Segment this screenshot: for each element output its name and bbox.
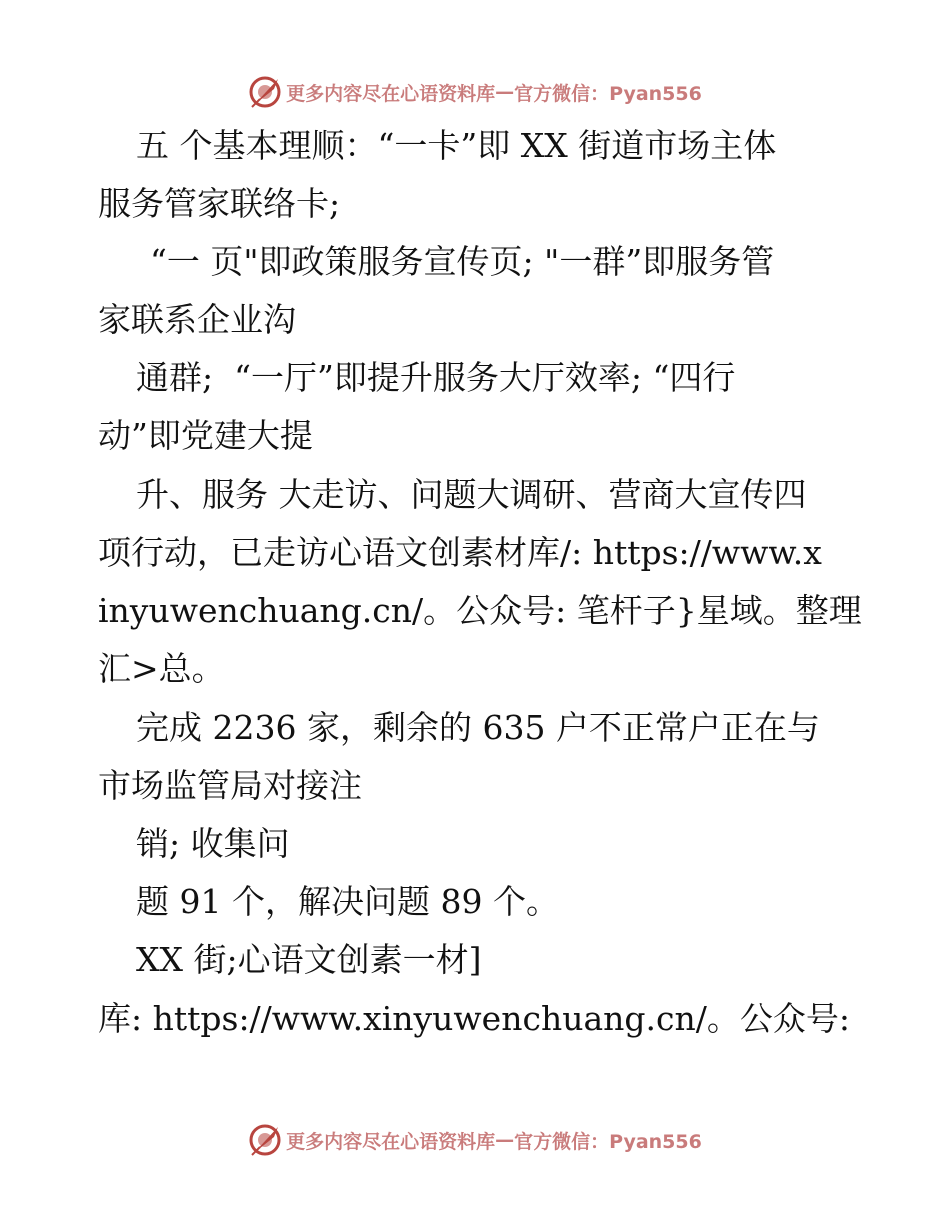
header-dash: — [495, 81, 515, 103]
text-line: 销; 收集问 [136, 824, 290, 863]
text-line: 升、服务 大走访、问题大调研、营商大宣传四 [136, 475, 807, 514]
text-line: 汇>总。 [98, 649, 225, 688]
text-line: 题 91 个，解决问题 89 个。 [136, 882, 559, 921]
text-line: inyuwenchuang.cn/。公众号: 笔杆子}星域。整理 [98, 591, 862, 630]
text-line: 家联系企业沟 [98, 300, 296, 339]
text-line: 库: https://www.xinyuwenchuang.cn/。公众号: [98, 999, 850, 1038]
text-line: 动”即党建大提 [98, 416, 313, 455]
text-line: “一 页"即政策服务宣传页; "一群”即服务管 [150, 242, 775, 281]
header-watermark-banner [0, 72, 950, 112]
quill-logo-icon [248, 1123, 282, 1157]
text-line: 服务管家联络卡; [98, 184, 341, 223]
quill-logo-icon [248, 75, 282, 109]
footer-watermark-banner [0, 1120, 950, 1160]
text-line: 五 个基本理顺：“一卡”即 XX 街道市场主体 [136, 126, 777, 165]
footer-dash: — [495, 1129, 515, 1151]
header-site-text: 更多内容尽在心语资料库 [286, 82, 496, 105]
text-line: XX 街;心语文创素一材] [136, 940, 482, 979]
text-line: 通群; “一厅”即提升服务大厅效率; “四行 [136, 358, 736, 397]
header-wechat-text: 官方微信：Pyan556 [514, 82, 702, 105]
footer-site-text: 更多内容尽在心语资料库 [286, 1130, 496, 1153]
text-line: 市场监管局对接注 [98, 766, 362, 805]
text-line: 完成 2236 家，剩余的 635 户不正常户正在与 [136, 708, 820, 747]
text-line: 项行动，已走访心语文创素材库/: https://www.x [98, 533, 822, 572]
footer-wechat-text: 官方微信：Pyan556 [514, 1130, 702, 1153]
